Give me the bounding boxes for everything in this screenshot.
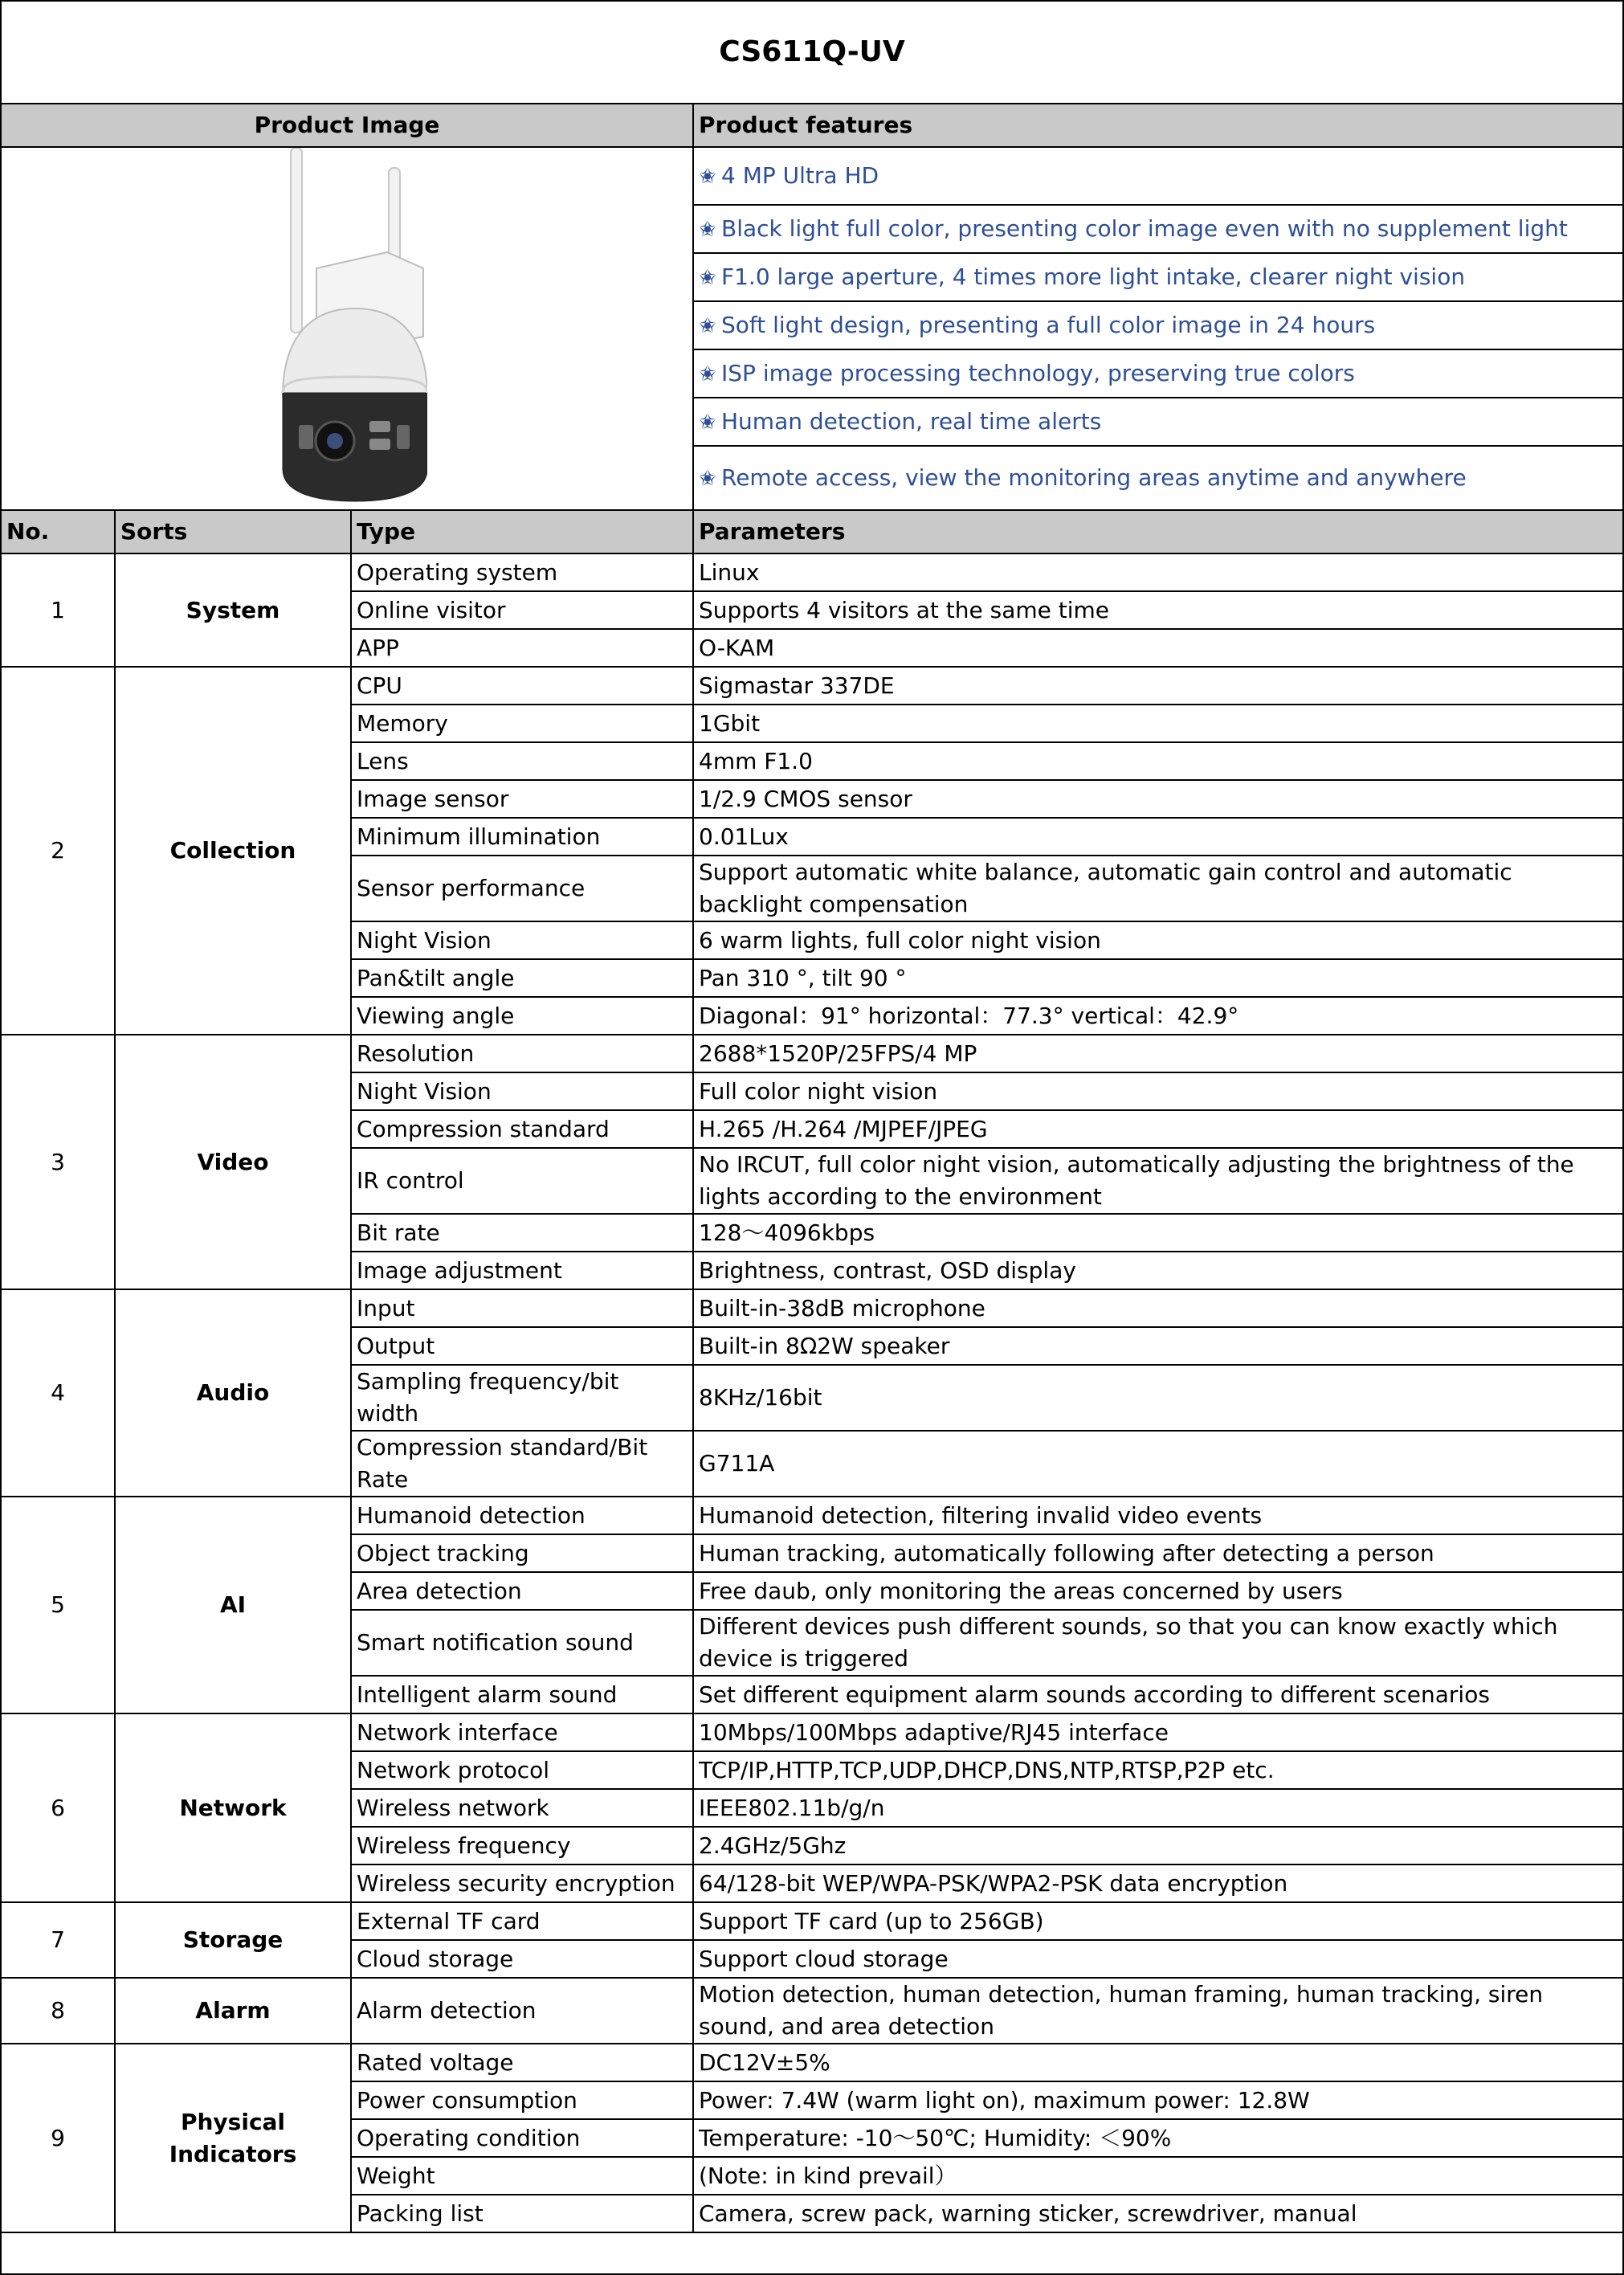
param-type: Resolution	[351, 1035, 693, 1072]
group-sort: System	[115, 553, 351, 667]
param-type: Input	[351, 1289, 693, 1327]
param-value: Brightness, contrast, OSD display	[693, 1252, 1623, 1289]
param-type: Compression standard	[351, 1110, 693, 1148]
param-type: Rated voltage	[351, 2044, 693, 2081]
feature-item: ✬ ISP image processing technology, preserving true colors	[693, 349, 1623, 398]
param-type: Viewing angle	[351, 997, 693, 1035]
table-row	[1, 667, 1623, 705]
table-row	[1, 1497, 1623, 1534]
param-value: 4mm F1.0	[693, 742, 1623, 780]
param-type: APP	[351, 629, 693, 667]
param-value: 2.4GHz/5Ghz	[693, 1827, 1623, 1865]
param-type: Packing list	[351, 2195, 693, 2232]
param-type: IR control	[351, 1148, 693, 1214]
param-type: Object tracking	[351, 1534, 693, 1572]
group-sort: Collection	[115, 667, 351, 1035]
table-row	[1, 1289, 1623, 1327]
feature-item: ✬ Black light full color, presenting color image even with no supplement light	[693, 205, 1623, 253]
group-sort: Storage	[115, 1902, 351, 1978]
param-type: Area detection	[351, 1572, 693, 1610]
group-number: 5	[1, 1497, 115, 1713]
param-type: Wireless security encryption	[351, 1865, 693, 1902]
table-row	[1, 1978, 1623, 2044]
param-type: Bit rate	[351, 1214, 693, 1252]
param-value: Sigmastar 337DE	[693, 667, 1623, 705]
camera-product-image	[267, 148, 427, 509]
param-type: Alarm detection	[351, 1978, 693, 2044]
feature-item: ✬ Remote access, view the monitoring areas anytime and anywhere	[693, 446, 1623, 510]
param-value: 0.01Lux	[693, 818, 1623, 856]
param-type: Sensor performance	[351, 856, 693, 921]
param-value: Built-in 8Ω2W speaker	[693, 1327, 1623, 1365]
param-type: Operating system	[351, 553, 693, 591]
param-value: (Note: in kind prevail）	[693, 2157, 1623, 2195]
group-sort: Physical Indicators	[115, 2044, 351, 2232]
param-type: Wireless frequency	[351, 1827, 693, 1865]
param-value: 64/128-bit WEP/WPA-PSK/WPA2-PSK data encryption	[693, 1865, 1623, 1902]
param-type: Operating condition	[351, 2119, 693, 2157]
feature-item: ✬ Soft light design, presenting a full color image in 24 hours	[693, 301, 1623, 349]
group-number: 9	[1, 2044, 115, 2232]
feature-item: ✬ F1.0 large aperture, 4 times more light intake, clearer night vision	[693, 253, 1623, 301]
param-value: 2688*1520P/25FPS/4 MP	[693, 1035, 1623, 1072]
param-value: 1/2.9 CMOS sensor	[693, 780, 1623, 818]
param-value: O-KAM	[693, 629, 1623, 667]
param-value: 128～4096kbps	[693, 1214, 1623, 1252]
feature-item: ✬ 4 MP Ultra HD	[693, 147, 1623, 205]
param-value: DC12V±5%	[693, 2044, 1623, 2081]
param-value: 10Mbps/100Mbps adaptive/RJ45 interface	[693, 1713, 1623, 1751]
param-type: Lens	[351, 742, 693, 780]
param-type: Network interface	[351, 1713, 693, 1751]
param-type: Smart notification sound	[351, 1610, 693, 1676]
col-header-sorts: Sorts	[115, 510, 351, 553]
product-image-header: Product Image	[1, 104, 693, 147]
group-sort: Video	[115, 1035, 351, 1289]
param-value: Power: 7.4W (warm light on), maximum power: 12.8W	[693, 2081, 1623, 2119]
group-sort: Network	[115, 1713, 351, 1902]
param-value: Pan 310 °, tilt 90 °	[693, 959, 1623, 997]
product-image	[1, 147, 693, 510]
param-type: Pan&tilt angle	[351, 959, 693, 997]
param-type: Wireless network	[351, 1789, 693, 1827]
param-value: Support automatic white balance, automatic gain control and automatic backlight compensation	[693, 856, 1623, 921]
param-type: Intelligent alarm sound	[351, 1676, 693, 1713]
param-value: Different devices push different sounds, so that you can know exactly which device is triggered	[693, 1610, 1623, 1676]
param-type: Humanoid detection	[351, 1497, 693, 1534]
group-sort: Alarm	[115, 1978, 351, 2044]
param-value: 8KHz/16bit	[693, 1365, 1623, 1431]
param-type: Minimum illumination	[351, 818, 693, 856]
param-value: H.265 /H.264 /MJPEF/JPEG	[693, 1110, 1623, 1148]
group-number: 1	[1, 553, 115, 667]
footer-row	[1, 2232, 1623, 2274]
feature-item: ✬ Human detection, real time alerts	[693, 398, 1623, 446]
param-type: External TF card	[351, 1902, 693, 1940]
param-value: No IRCUT, full color night vision, automatically adjusting the brightness of the lights according to the environment	[693, 1148, 1623, 1214]
param-type: CPU	[351, 667, 693, 705]
param-type: Memory	[351, 705, 693, 742]
param-type: Image sensor	[351, 780, 693, 818]
param-type: Weight	[351, 2157, 693, 2195]
param-value: Full color night vision	[693, 1072, 1623, 1110]
param-value: Supports 4 visitors at the same time	[693, 591, 1623, 629]
page-title: CS611Q-UV	[1, 1, 1623, 104]
param-type: Cloud storage	[351, 1940, 693, 1978]
param-type: Night Vision	[351, 921, 693, 959]
param-type: Network protocol	[351, 1751, 693, 1789]
param-type: Night Vision	[351, 1072, 693, 1110]
col-header-parameters: Parameters	[693, 510, 1623, 553]
param-value: IEEE802.11b/g/n	[693, 1789, 1623, 1827]
param-value: Support cloud storage	[693, 1940, 1623, 1978]
group-sort: Audio	[115, 1289, 351, 1497]
param-value: Humanoid detection, filtering invalid video events	[693, 1497, 1623, 1534]
param-value: Human tracking, automatically following after detecting a person	[693, 1534, 1623, 1572]
param-value: Built-in-38dB microphone	[693, 1289, 1623, 1327]
param-value: Support TF card (up to 256GB)	[693, 1902, 1623, 1940]
param-type: Image adjustment	[351, 1252, 693, 1289]
param-type: Sampling frequency/bit width	[351, 1365, 693, 1431]
group-number: 6	[1, 1713, 115, 1902]
param-type: Output	[351, 1327, 693, 1365]
param-value: Temperature: -10～50℃; Humidity: ＜90%	[693, 2119, 1623, 2157]
param-value: TCP/IP,HTTP,TCP,UDP,DHCP,DNS,NTP,RTSP,P2P etc.	[693, 1751, 1623, 1789]
table-row	[1, 1713, 1623, 1751]
param-value: Diagonal：91° horizontal：77.3° vertical：42.9°	[693, 997, 1623, 1035]
group-number: 4	[1, 1289, 115, 1497]
param-value: Free daub, only monitoring the areas concerned by users	[693, 1572, 1623, 1610]
group-number: 2	[1, 667, 115, 1035]
group-number: 3	[1, 1035, 115, 1289]
param-type: Power consumption	[351, 2081, 693, 2119]
param-value: Linux	[693, 553, 1623, 591]
param-value: Set different equipment alarm sounds according to different scenarios	[693, 1676, 1623, 1713]
group-number: 7	[1, 1902, 115, 1978]
group-number: 8	[1, 1978, 115, 2044]
param-type: Online visitor	[351, 591, 693, 629]
col-header-type: Type	[351, 510, 693, 553]
table-row	[1, 1035, 1623, 1072]
col-header-no: No.	[1, 510, 115, 553]
table-row	[1, 553, 1623, 591]
param-type: Compression standard/Bit Rate	[351, 1431, 693, 1497]
product-features-header: Product features	[693, 104, 1623, 147]
table-row	[1, 2044, 1623, 2081]
param-value: Camera, screw pack, warning sticker, screwdriver, manual	[693, 2195, 1623, 2232]
param-value: 6 warm lights, full color night vision	[693, 921, 1623, 959]
param-value: G711A	[693, 1431, 1623, 1497]
table-row	[1, 1902, 1623, 1940]
param-value: Motion detection, human detection, human framing, human tracking, siren sound, and area detection	[693, 1978, 1623, 2044]
group-sort: AI	[115, 1497, 351, 1713]
param-value: 1Gbit	[693, 705, 1623, 742]
